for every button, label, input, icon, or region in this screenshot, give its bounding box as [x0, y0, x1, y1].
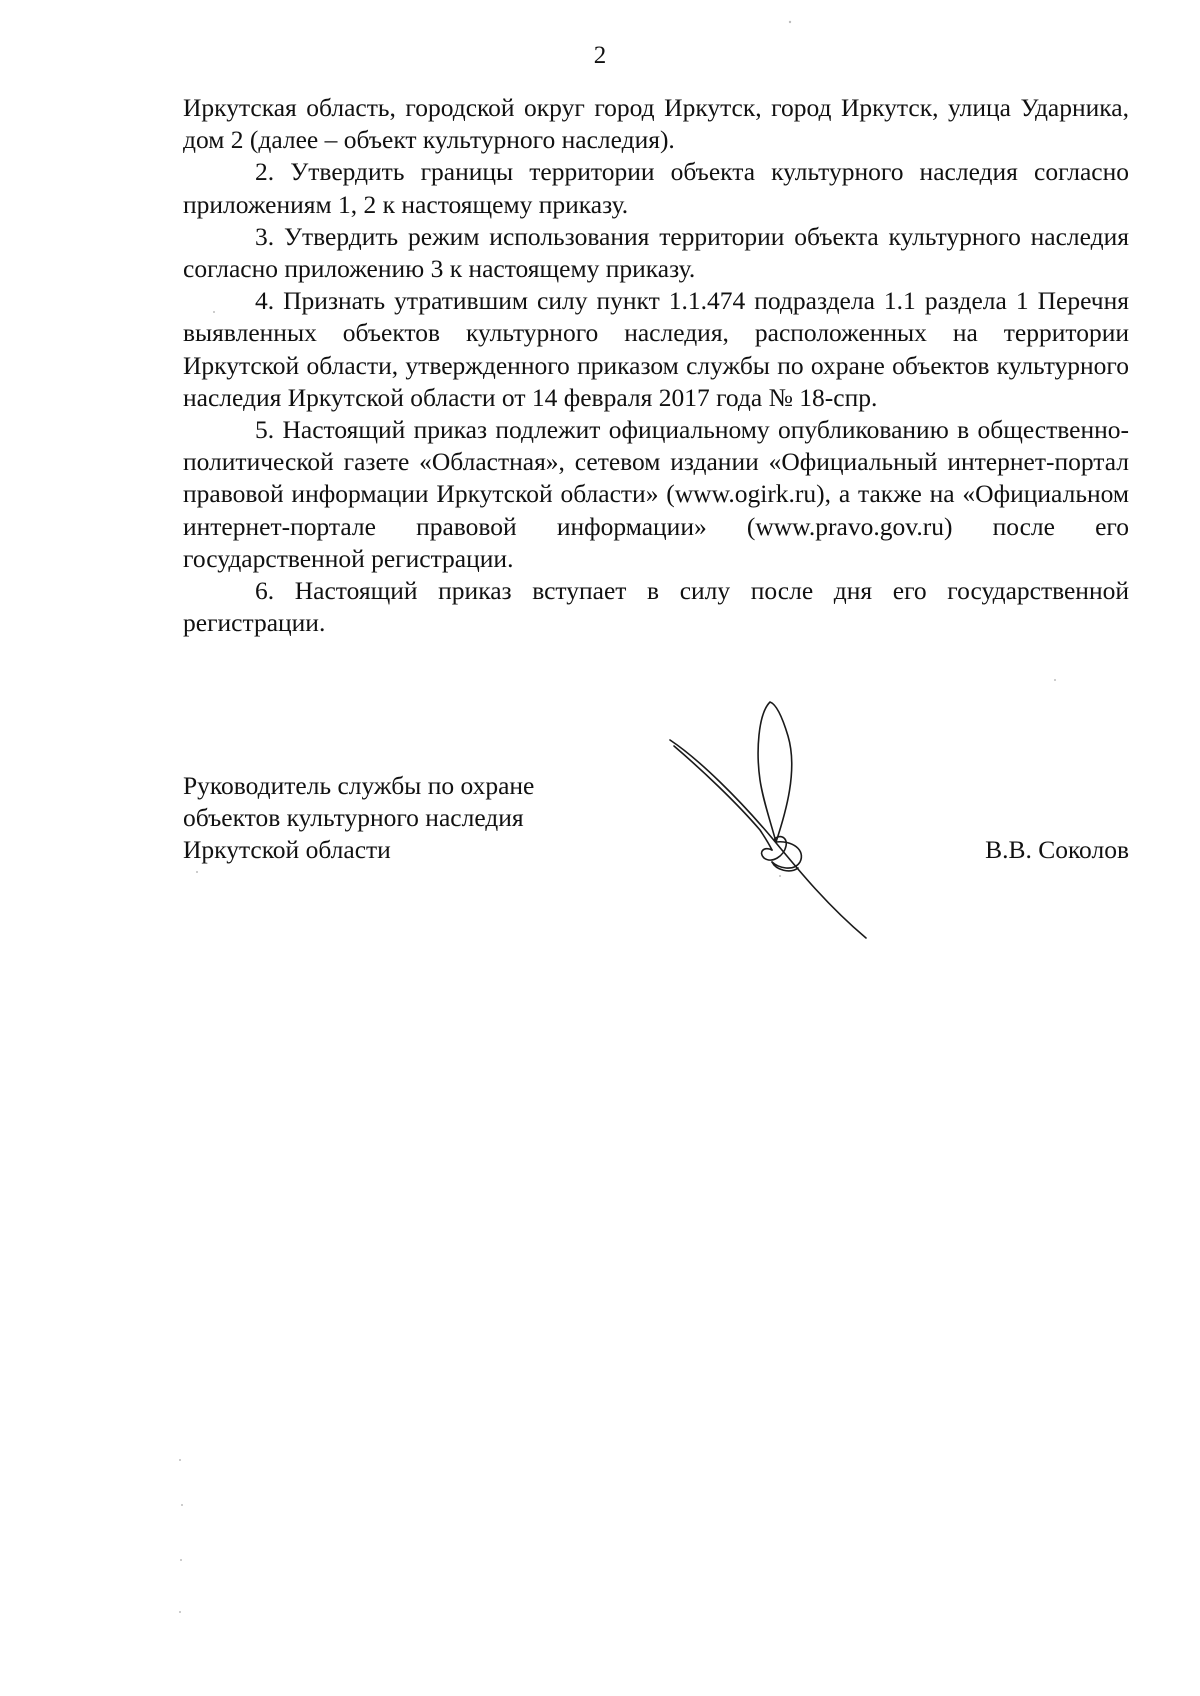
paragraph-address-continuation: Иркутская область, городской округ город Иркутск, город Иркутск, улица Ударника, дом 2 (далее – объект культурного наследия).	[183, 93, 1129, 155]
signer-title-line-2: объектов культурного наследия	[183, 803, 524, 833]
page-number: 2	[593, 42, 607, 69]
paragraph-item-5: 5. Настоящий приказ подлежит официальному опубликованию в общественно-политической газете «Областная», сетевом издании «Официальный интернет-портал правовой информации Иркутской области» (www.ogirk.ru), а также на «Официальном интернет-портале правовой информации» (www.pravo.gov.ru) после его государственной регистрации.	[183, 415, 1129, 573]
paragraph-item-6: 6. Настоящий приказ вступает в силу после дня его государственной регистрации.	[183, 576, 1129, 638]
document-body	[183, 92, 1129, 639]
handwritten-signature	[660, 700, 880, 950]
signer-title-line-3: Иркутской области	[183, 835, 391, 865]
paragraph-item-4: 4. Признать утратившим силу пункт 1.1.474 подраздела 1.1 раздела 1 Перечня выявленных объектов культурного наследия, расположенных на территории Иркутской области, утвержденного приказом службы по охране объектов культурного наследия Иркутской области от 14 февраля 2017 года № 18-спр.	[183, 286, 1129, 412]
paragraph-item-3: 3. Утвердить режим использования территории объекта культурного наследия согласно приложению 3 к настоящему приказу.	[183, 221, 1129, 284]
paragraph-item-2: 2. Утвердить границы территории объекта культурного наследия согласно приложениям 1, 2 к настоящему приказу.	[183, 157, 1129, 219]
signature-block	[183, 770, 1129, 890]
signer-title	[183, 770, 603, 867]
signer-title-line-1: Руководитель службы по охране	[183, 771, 535, 800]
signer-name: В.В. Соколов	[985, 835, 1129, 864]
